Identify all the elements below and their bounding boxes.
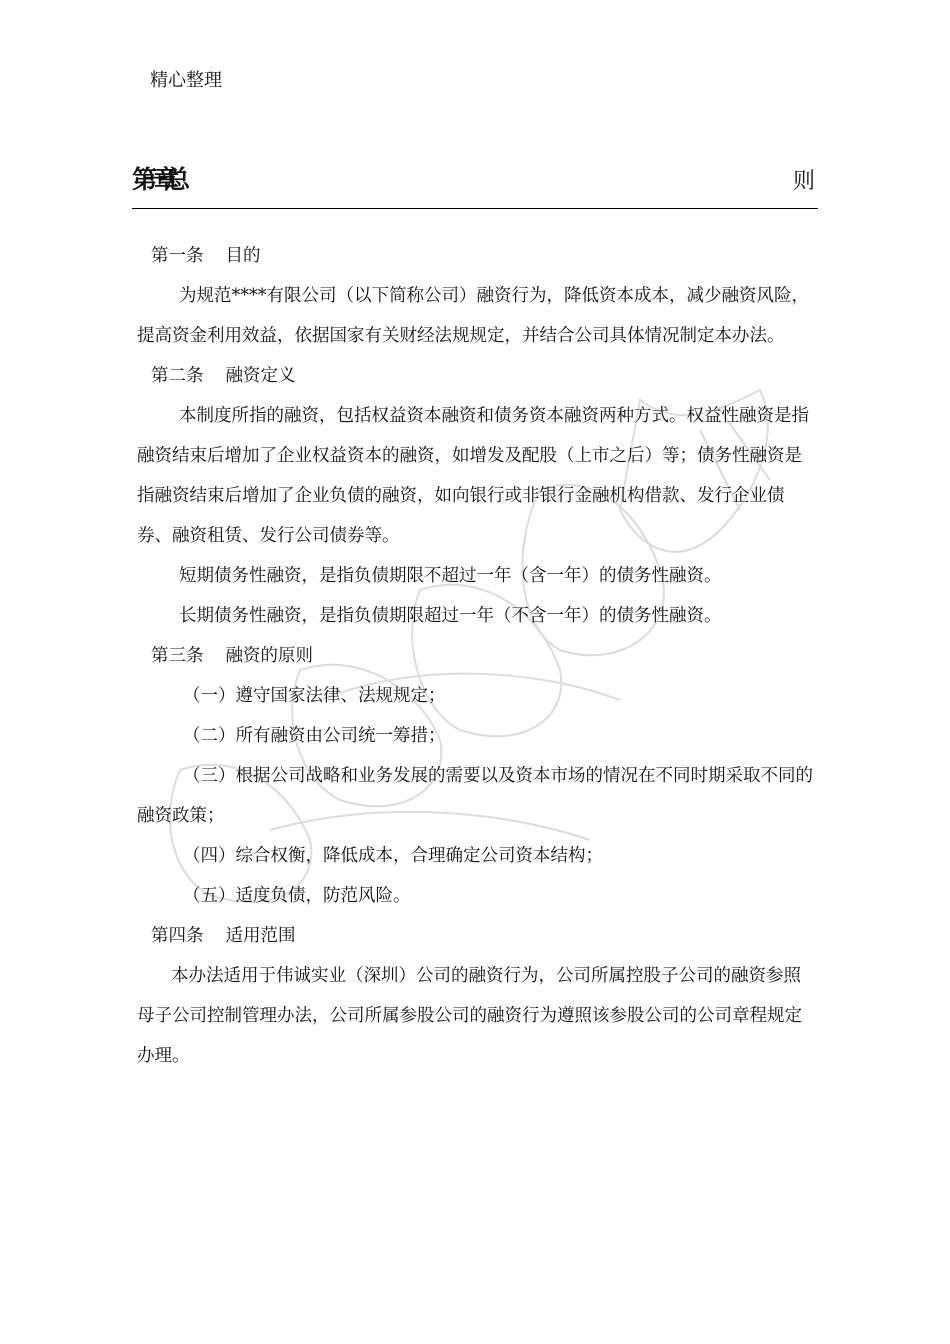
document-body [137, 236, 817, 1076]
article-number: 第二条 [151, 366, 204, 386]
principle-item: （三）根据公司战略和业务发展的需要以及资本市场的情况在不同时期采取不同的融资政策； [137, 766, 813, 826]
paragraph-short-term: 短期债务性融资，是指负债期限不超过一年（含一年）的债务性融资。 [179, 566, 722, 586]
header-rule [132, 208, 818, 209]
article-number: 第三条 [151, 646, 204, 666]
article-heading [137, 636, 817, 676]
article-number: 第四条 [151, 926, 204, 946]
paragraph-definition: 本制度所指的融资，包括权益资本融资和债务资本融资两种方式。权益性融资是指融资结束后增加了企业权益资本的融资，如增发及配股（上市之后）等；债务性融资是指融资结束后增加了企业负债的融资，如向银行或非银行金融机构借款、发行企业债券、融资租赁、发行公司债券等。 [137, 406, 809, 546]
article-title: 适用范围 [225, 926, 296, 946]
paragraph-long-term: 长期债务性融资，是指负债期限超过一年（不含一年）的债务性融资。 [179, 606, 722, 626]
article-title: 融资定义 [225, 366, 296, 386]
principle-item: （一）遵守国家法律、法规规定； [183, 686, 446, 706]
article-heading [137, 356, 817, 396]
chapter-title-suffix: 则 [792, 169, 815, 194]
article-number: 第一条 [151, 246, 204, 266]
principle-item: （二）所有融资由公司统一筹措； [183, 726, 446, 746]
article-heading [137, 236, 817, 276]
article-heading [137, 916, 817, 956]
paragraph-scope: 本办法适用于伟诚实业（深圳）公司的融资行为，公司所属控股子公司的融资参照母子公司控制管理办法，公司所属参股公司的融资行为遵照该参股公司的公司章程规定办理。 [137, 966, 802, 1066]
principle-item: （四）综合权衡，降低成本，合理确定公司资本结构； [183, 846, 603, 866]
page-header-label: 精心整理 [150, 70, 222, 91]
chapter-title: 第一章总 [132, 165, 177, 194]
article-title: 目的 [225, 246, 261, 266]
principle-item: （五）适度负债，防范风险。 [183, 886, 411, 906]
paragraph-purpose: 为规范****有限公司（以下简称公司）融资行为，降低资本成本，减少融资风险，提高资金利用效益，依据国家有关财经法规规定，并结合公司具体情况制定本办法。 [137, 286, 809, 346]
article-title: 融资的原则 [225, 646, 313, 666]
